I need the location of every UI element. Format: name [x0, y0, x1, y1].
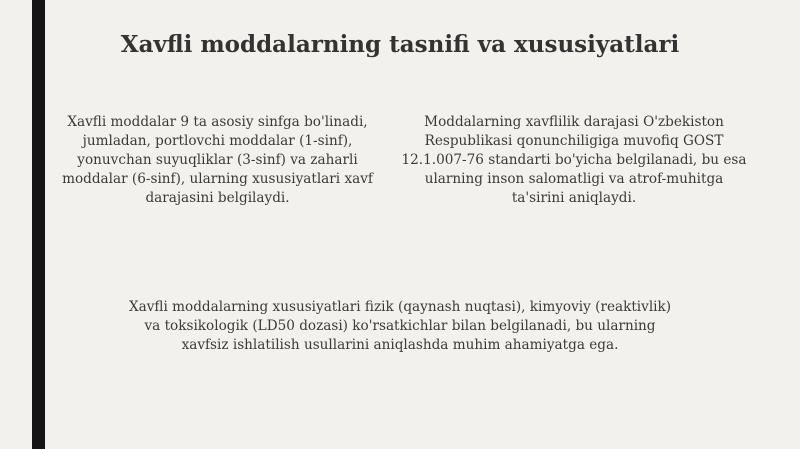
slide-accent-bar	[32, 0, 45, 449]
paragraph-hazard-properties: Xavfli moddalarning xususiyatlari fizik (qaynash nuqtasi), kimyoviy (reaktivlik) va toksikologik (LD50 dozasi) ko'rsatkichlar bilan belgilanadi, bu ularning xavfsiz ishlatilish usullarini aniqlashda muhim ahamiyatga ega.	[128, 299, 672, 353]
paragraph-hazard-classes: Xavfli moddalar 9 ta asosiy sinfga bo'linadi, jumladan, portlovchi moddalar (1-sinf), yonuvchan suyuqliklar (3-sinf) va zaharli moddalar (6-sinf), ularning xususiyatlari xavf darajasini belgilaydi.	[62, 114, 373, 206]
paragraph-hazard-standard: Moddalarning xavflilik darajasi O'zbekiston Respublikasi qonunchiligiga muvofiq GOST 12.1.007-76 standarti bo'yicha belgilanadi, bu esa ularning inson salomatligi va atrof-muhitga ta'sirini aniqlaydi.	[401, 114, 747, 206]
slide-title: Xavfli moddalarning tasnifi va xususiyatlari	[120, 31, 680, 58]
